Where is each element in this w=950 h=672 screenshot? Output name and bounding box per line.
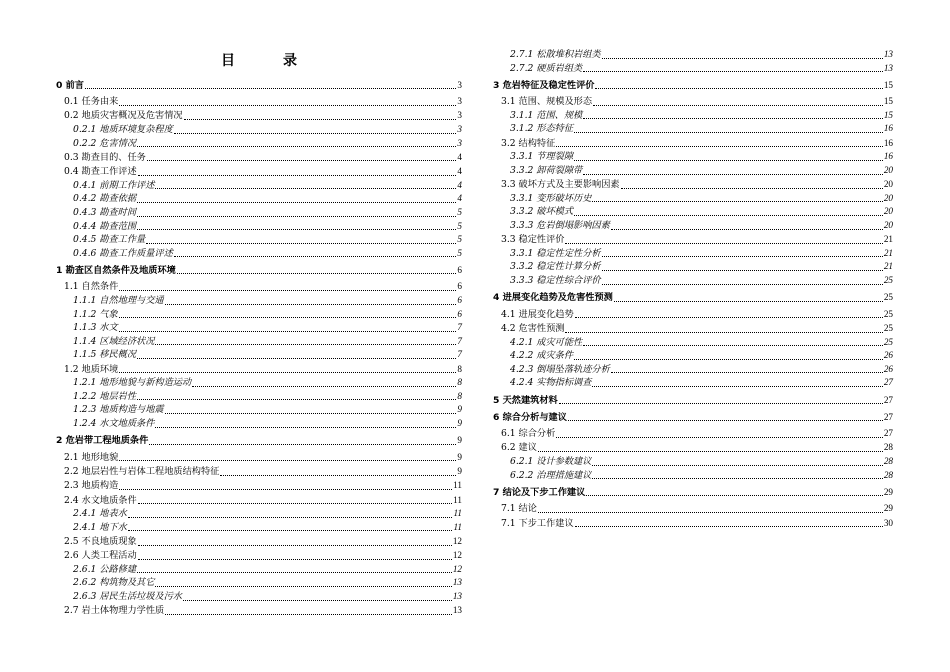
toc-dot-leader (155, 188, 456, 189)
toc-entry-label: 0.2 地质灾害概况及危害情况 (64, 110, 183, 122)
toc-entry-label: 4.2 危害性预测 (501, 323, 565, 335)
toc-entry-label: 3.3.3 危岩倒塌影响因素 (510, 220, 610, 231)
toc-page-number: 28 (883, 456, 893, 467)
toc-entry[interactable] (56, 417, 462, 431)
toc-entry[interactable] (56, 390, 462, 404)
toc-entry[interactable] (493, 48, 893, 62)
toc-entry-label: 0.3 勘查目的、任务 (64, 151, 146, 163)
toc-dot-leader (621, 188, 883, 189)
toc-left-column (56, 75, 462, 618)
toc-entry-label: 0.4.4 勘查范围 (73, 220, 137, 232)
toc-entry[interactable] (493, 192, 893, 206)
toc-dot-leader (575, 526, 883, 527)
toc-dot-leader (174, 133, 457, 134)
toc-entry-label: 3.3.2 稳定性计算分析 (510, 261, 601, 273)
toc-dot-leader (85, 88, 456, 89)
toc-entry-label: 0.2.2 危害情况 (73, 137, 137, 149)
toc-entry[interactable] (56, 220, 462, 234)
toc-page-number: 6 (457, 308, 462, 319)
toc-dot-leader (611, 229, 883, 230)
toc-dot-leader (556, 146, 883, 147)
toc-dot-leader (574, 215, 883, 216)
toc-page-number: 25 (883, 308, 893, 319)
toc-page-number: 11 (453, 508, 462, 519)
toc-dot-leader (137, 572, 452, 573)
toc-entry[interactable] (56, 264, 462, 278)
toc-entry-label: 4.2.4 实物指标调查 (510, 377, 592, 389)
toc-page-number: 13 (883, 62, 893, 73)
toc-entry-label: 2.6 人类工程活动 (64, 550, 137, 562)
toc-dot-leader (128, 530, 453, 531)
toc-entry-label: 2.4.1 地表水 (73, 508, 127, 520)
toc-page-number: 5 (457, 220, 462, 231)
toc-page-number: 25 (883, 336, 893, 347)
toc-entry-label: 1.2.3 地质构造与地震 (73, 404, 164, 416)
toc-dot-leader (137, 229, 456, 230)
toc-dot-leader (184, 119, 457, 120)
toc-entry-label: 0.2.1 地质环境复杂程度 (73, 123, 173, 135)
toc-entry[interactable] (493, 517, 893, 531)
toc-entry[interactable] (493, 274, 893, 288)
toc-dot-leader (592, 201, 882, 202)
toc-page-number: 6 (457, 294, 462, 305)
toc-entry-label: 1.2.1 地形地貌与新构造运动 (73, 377, 192, 389)
toc-entry-label: 6.2.1 设计参数建议 (510, 456, 592, 468)
toc-entry-label: 2.6.1 公路修建 (73, 563, 137, 575)
toc-entry-label: 1 勘查区自然条件及地质环境 (56, 264, 176, 276)
toc-entry-label: 0.1 任务由来 (64, 96, 119, 108)
toc-entry-label: 7.1 下步工作建议 (501, 517, 574, 529)
toc-entry[interactable] (56, 95, 462, 109)
toc-page-number: 8 (457, 390, 462, 401)
toc-entry[interactable] (493, 502, 893, 516)
toc-entry[interactable] (493, 79, 893, 93)
toc-dot-leader (138, 175, 457, 176)
toc-dot-leader (583, 71, 883, 72)
toc-entry-label: 6.1 综合分析 (501, 428, 556, 440)
toc-page-number: 8 (457, 377, 462, 388)
toc-page-number: 28 (883, 442, 893, 453)
toc-entry[interactable] (56, 321, 462, 335)
toc-entry[interactable] (56, 137, 462, 151)
toc-dot-leader (565, 243, 882, 244)
toc-dot-leader (149, 444, 456, 445)
toc-entry-label: 1.2.2 地层岩性 (73, 390, 137, 402)
toc-entry[interactable] (56, 363, 462, 377)
toc-page-number: 4 (457, 193, 462, 204)
toc-entry-label: 1.1.5 移民概况 (73, 349, 137, 361)
toc-entry-label: 0 前言 (56, 79, 84, 91)
toc-dot-leader (128, 517, 453, 518)
toc-page-number: 9 (457, 465, 462, 476)
toc-entry-label: 1.2.4 水文地质条件 (73, 418, 155, 429)
toc-page-number: 25 (883, 292, 893, 303)
toc-right-column (493, 48, 893, 530)
toc-entry-label: 3.3.1 节理裂隙 (510, 151, 574, 163)
toc-page-number: 9 (457, 435, 462, 446)
toc-title-left: 目 (221, 53, 235, 69)
toc-entry-label: 1.1.4 区域经济状况 (73, 335, 155, 347)
toc-entry-label: 0.4.5 勘查工作量 (73, 234, 146, 246)
toc-entry[interactable] (493, 109, 893, 123)
toc-entry[interactable] (493, 178, 893, 192)
toc-entry[interactable] (56, 308, 462, 322)
toc-entry[interactable] (56, 479, 462, 493)
toc-entry[interactable] (493, 137, 893, 151)
toc-dot-leader (174, 256, 457, 257)
toc-entry[interactable] (493, 62, 893, 76)
toc-entry-label: 1.1.1 自然地理与交通 (73, 294, 164, 306)
toc-dot-leader (165, 304, 457, 305)
toc-entry[interactable] (56, 206, 462, 220)
toc-page-number: 26 (883, 350, 893, 361)
toc-page-number: 27 (883, 394, 893, 405)
toc-entry[interactable] (493, 95, 893, 109)
toc-page-number: 16 (883, 123, 893, 134)
toc-entry-label: 2.6.2 构筑物及其它 (73, 577, 155, 589)
toc-entry[interactable] (493, 247, 893, 261)
toc-dot-leader (119, 372, 456, 373)
toc-dot-leader (119, 105, 456, 106)
toc-dot-leader (119, 331, 457, 332)
toc-dot-leader (574, 132, 883, 133)
toc-page-number: 13 (452, 577, 462, 588)
toc-entry[interactable] (56, 604, 462, 618)
toc-page-number: 7 (457, 322, 462, 333)
toc-entry-label: 5 天然建筑材料 (493, 394, 558, 406)
toc-page-number: 4 (457, 151, 462, 162)
toc-page-number: 29 (883, 486, 893, 497)
toc-dot-leader (574, 359, 883, 360)
toc-entry-label: 6 综合分析与建议 (493, 411, 567, 423)
toc-entry-label: 2.7.2 硬质岩组类 (510, 62, 583, 74)
toc-dot-leader (119, 317, 457, 318)
toc-page-number: 7 (457, 349, 462, 360)
toc-entry-label: 3.3.3 稳定性综合评价 (510, 275, 601, 287)
toc-dot-leader (602, 270, 883, 271)
toc-page-number: 16 (883, 137, 893, 148)
toc-dot-leader (602, 284, 883, 285)
toc-entry-label: 3.3.2 卸荷裂隙带 (510, 164, 583, 176)
toc-entry[interactable] (493, 150, 893, 164)
toc-title (56, 50, 462, 70)
toc-page-number: 7 (457, 335, 462, 346)
toc-entry[interactable] (56, 151, 462, 165)
toc-entry[interactable] (56, 335, 462, 349)
toc-entry-label: 2.3 地质构造 (64, 480, 119, 492)
toc-entry[interactable] (56, 563, 462, 577)
toc-page-number: 11 (453, 480, 462, 491)
toc-entry-label: 2.2 地层岩性与岩体工程地质结构特征 (64, 465, 220, 477)
toc-dot-leader (568, 420, 883, 421)
toc-entry[interactable] (56, 109, 462, 123)
toc-page-number: 27 (883, 411, 893, 422)
toc-entry-label: 2.4.1 地下水 (73, 521, 127, 533)
toc-entry[interactable] (56, 507, 462, 521)
toc-entry-label: 3.1.1 范围、规模 (510, 109, 583, 121)
toc-page-number: 27 (883, 428, 893, 439)
toc-page-number: 30 (883, 517, 893, 528)
toc-dot-leader (583, 345, 883, 346)
toc-dot-leader (192, 386, 456, 387)
toc-entry-label: 2 危岩带工程地质条件 (56, 435, 149, 447)
toc-dot-leader (165, 413, 457, 414)
toc-entry-label: 7 结论及下步工作建议 (493, 486, 586, 498)
toc-entry[interactable] (493, 336, 893, 350)
toc-entry[interactable] (56, 451, 462, 465)
toc-entry-label: 0.4.3 勘查时间 (73, 206, 137, 218)
toc-entry[interactable] (56, 576, 462, 590)
toc-dot-leader (183, 600, 452, 601)
toc-page-number: 20 (883, 206, 893, 217)
toc-page-number: 3 (457, 110, 462, 121)
toc-entry[interactable] (56, 521, 462, 535)
toc-entry-label: 2.7 岩土体物理力学性质 (64, 605, 165, 617)
toc-dot-leader (565, 332, 882, 333)
toc-dot-leader (146, 243, 456, 244)
toc-dot-leader (592, 465, 882, 466)
toc-entry-label: 3 危岩特征及稳定性评价 (493, 79, 595, 91)
toc-entry[interactable] (56, 590, 462, 604)
toc-page-number: 12 (452, 563, 462, 574)
toc-entry-label: 2.1 地形地貌 (64, 451, 119, 463)
toc-dot-leader (538, 451, 883, 452)
toc-entry[interactable] (493, 164, 893, 178)
toc-page-number: 20 (883, 192, 893, 203)
toc-page-number: 27 (883, 377, 893, 388)
toc-page-number: 13 (883, 49, 893, 59)
toc-entry[interactable] (493, 219, 893, 233)
toc-dot-leader (138, 559, 452, 560)
toc-entry[interactable] (493, 486, 893, 500)
toc-entry-label: 3.3 稳定性评价 (501, 234, 565, 246)
toc-entry-label: 3.1 范围、规模及形态 (501, 96, 593, 108)
toc-entry[interactable] (56, 233, 462, 247)
toc-page-number: 20 (883, 164, 893, 175)
toc-dot-leader (592, 478, 882, 479)
toc-dot-leader (592, 386, 882, 387)
toc-entry-label: 0.4.1 前期工作评述 (73, 179, 155, 191)
toc-entry[interactable] (56, 348, 462, 362)
toc-page-number: 15 (883, 109, 893, 120)
toc-dot-leader (155, 427, 456, 428)
toc-entry[interactable] (493, 322, 893, 336)
toc-entry-label: 3.3.1 变形破坏历史 (510, 192, 592, 204)
toc-entry-label: 6.2 建议 (501, 442, 537, 454)
toc-dot-leader (556, 437, 883, 438)
toc-page-number: 9 (457, 451, 462, 462)
toc-page-number: 11 (453, 521, 462, 532)
toc-entry-label: 4.1 进展变化趋势 (501, 308, 574, 320)
toc-page-number: 25 (883, 323, 893, 334)
toc-page-number: 5 (457, 206, 462, 217)
toc-page-number: 5 (457, 247, 462, 258)
toc-entry[interactable] (493, 349, 893, 363)
toc-entry-label: 3.3.1 稳定性定性分析 (510, 247, 601, 259)
toc-page-number: 29 (883, 503, 893, 514)
toc-entry[interactable] (56, 535, 462, 549)
toc-entry[interactable] (56, 192, 462, 206)
toc-dot-leader (155, 344, 456, 345)
toc-dot-leader (119, 460, 456, 461)
toc-page-number: 8 (457, 363, 462, 374)
toc-page-number: 6 (457, 264, 462, 275)
toc-page-number: 15 (883, 96, 893, 107)
toc-entry[interactable] (493, 363, 893, 377)
toc-dot-leader (138, 503, 452, 504)
toc-page-number: 13 (452, 605, 462, 616)
toc-page-number: 12 (452, 550, 462, 561)
toc-entry[interactable] (493, 455, 893, 469)
toc-entry-label: 6.2.2 治理措施建议 (510, 469, 592, 481)
toc-entry[interactable] (56, 165, 462, 179)
toc-page-number: 21 (883, 234, 893, 245)
toc-page-number: 21 (883, 261, 893, 272)
toc-dot-leader (602, 58, 883, 59)
toc-page-number: 9 (457, 418, 462, 428)
toc-dot-leader (595, 88, 882, 89)
toc-entry[interactable] (56, 280, 462, 294)
toc-entry[interactable] (56, 549, 462, 563)
toc-dot-leader (177, 273, 457, 274)
toc-dot-leader (574, 160, 883, 161)
toc-page-number: 20 (883, 179, 893, 190)
toc-entry-label: 3.2 结构特征 (501, 137, 556, 149)
toc-page-number: 12 (452, 536, 462, 546)
toc-entry[interactable] (493, 308, 893, 322)
toc-entry-label: 2.5 不良地质现象 (64, 536, 137, 547)
toc-page-number: 21 (883, 247, 893, 258)
toc-page-number: 4 (457, 166, 462, 177)
toc-page-number: 6 (457, 281, 462, 292)
toc-dot-leader (137, 146, 456, 147)
toc-entry[interactable] (493, 441, 893, 455)
toc-dot-leader (147, 160, 457, 161)
toc-dot-leader (119, 290, 456, 291)
toc-entry-label: 4.2.2 成灾条件 (510, 350, 574, 362)
toc-dot-leader (119, 489, 452, 490)
toc-page-number: 28 (883, 469, 893, 480)
toc-entry-label: 2.6.3 居民生活垃圾及污水 (73, 591, 182, 603)
toc-entry[interactable] (493, 205, 893, 219)
toc-entry[interactable] (56, 465, 462, 479)
toc-entry[interactable] (493, 427, 893, 441)
toc-entry[interactable] (56, 403, 462, 417)
toc-page-number: 20 (883, 220, 893, 230)
toc-dot-leader (137, 399, 456, 400)
toc-entry-label: 1.1.2 气象 (73, 308, 118, 320)
toc-entry[interactable] (493, 122, 893, 136)
toc-entry[interactable] (56, 294, 462, 308)
toc-page-number: 9 (457, 404, 462, 415)
toc-dot-leader (538, 512, 883, 513)
toc-entry-label: 1.2 地质环境 (64, 363, 119, 375)
toc-dot-leader (611, 372, 883, 373)
toc-dot-leader (137, 216, 456, 217)
toc-page-number: 3 (457, 96, 462, 107)
toc-page-number: 3 (457, 137, 462, 148)
toc-entry-label: 0.4.6 勘查工作质量评述 (73, 247, 173, 259)
toc-entry-label: 3.3 破坏方式及主要影响因素 (501, 179, 620, 191)
toc-entry[interactable] (493, 291, 893, 305)
toc-entry-label: 3.3.2 破坏模式 (510, 206, 574, 218)
toc-entry-label: 2.4 水文地质条件 (64, 494, 137, 506)
toc-dot-leader (220, 475, 456, 476)
toc-page-number: 26 (883, 363, 893, 374)
toc-entry-label: 0.4 勘查工作评述 (64, 166, 137, 178)
toc-entry[interactable] (56, 434, 462, 448)
toc-page-number: 5 (457, 234, 462, 245)
toc-dot-leader (137, 202, 456, 203)
toc-entry-label: 7.1 结论 (501, 503, 537, 515)
toc-title-right: 录 (283, 53, 297, 69)
toc-entry-label: 4.2.1 成灾可能性 (510, 336, 583, 348)
toc-page-number: 4 (457, 179, 462, 190)
toc-entry-label: 2.7.1 松散堆积岩组类 (510, 49, 601, 60)
toc-entry[interactable] (493, 376, 893, 390)
toc-page-number: 3 (457, 123, 462, 134)
toc-dot-leader (155, 586, 451, 587)
toc-entry[interactable] (56, 123, 462, 137)
toc-entry[interactable] (493, 411, 893, 425)
toc-entry[interactable] (493, 233, 893, 247)
toc-dot-leader (602, 256, 883, 257)
toc-dot-leader (583, 118, 883, 119)
toc-dot-leader (586, 495, 883, 496)
toc-page-number: 13 (452, 591, 462, 602)
toc-page-number: 11 (453, 494, 462, 505)
toc-entry-label: 0.4.2 勘查依据 (73, 193, 137, 205)
toc-entry-label: 1.1.3 水文 (73, 322, 118, 334)
toc-dot-leader (137, 358, 456, 359)
toc-entry[interactable] (56, 247, 462, 261)
toc-dot-leader (138, 545, 452, 546)
toc-entry-label: 4.2.3 倒塌坠落轨迹分析 (510, 363, 610, 375)
toc-entry[interactable] (493, 394, 893, 408)
toc-dot-leader (614, 301, 883, 302)
toc-entry[interactable] (493, 469, 893, 483)
toc-page-number: 25 (883, 275, 893, 286)
toc-entry[interactable] (56, 79, 462, 93)
toc-entry[interactable] (56, 179, 462, 193)
toc-dot-leader (559, 403, 883, 404)
toc-dot-leader (575, 317, 883, 318)
toc-dot-leader (593, 105, 883, 106)
toc-entry[interactable] (493, 260, 893, 274)
toc-entry-label: 3.1.2 形态特征 (510, 123, 574, 135)
toc-entry-label: 4 进展变化趋势及危害性预测 (493, 292, 613, 304)
toc-page-number: 3 (457, 79, 462, 90)
toc-page-number: 16 (883, 151, 893, 162)
toc-page-number: 15 (883, 79, 893, 90)
toc-dot-leader (165, 614, 452, 615)
toc-entry-label: 1.1 自然条件 (64, 281, 119, 293)
toc-entry[interactable] (56, 376, 462, 390)
toc-dot-leader (583, 174, 883, 175)
toc-entry[interactable] (56, 494, 462, 508)
